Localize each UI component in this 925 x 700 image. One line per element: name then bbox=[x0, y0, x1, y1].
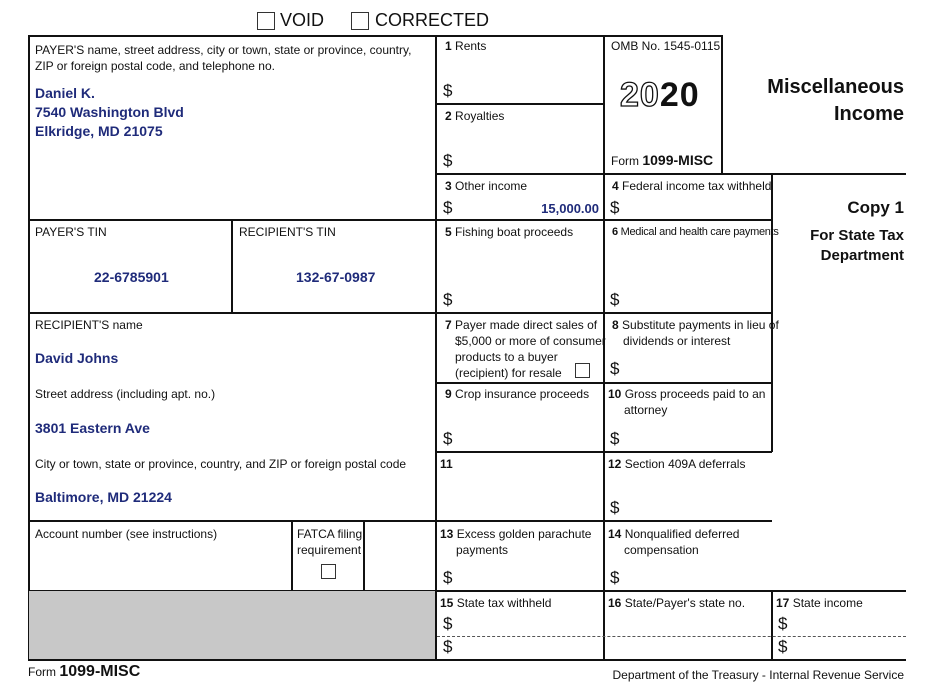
box5-number: 5 bbox=[445, 225, 452, 239]
box14-label-line1 bbox=[608, 526, 739, 542]
omb-form-name bbox=[611, 152, 713, 168]
box7-label-line4: (recipient) for resale bbox=[455, 366, 562, 380]
box7-checkbox[interactable] bbox=[575, 363, 590, 378]
box13-number: 13 bbox=[440, 527, 454, 541]
box7-text-line1: Payer made direct sales of bbox=[455, 318, 598, 332]
payer-tin-label: PAYER'S TIN bbox=[35, 225, 107, 239]
box9-dollar: $ bbox=[443, 429, 453, 448]
box17-label bbox=[776, 595, 863, 611]
box1-label bbox=[445, 38, 486, 54]
box13-label-line1 bbox=[440, 526, 591, 542]
box10-number: 10 bbox=[608, 387, 622, 401]
box12-text: Section 409A deferrals bbox=[624, 457, 746, 471]
recipient-tin-value: 132-67-0987 bbox=[296, 269, 376, 285]
omb-form-prefix: Form bbox=[611, 154, 639, 168]
box17-dollar-line2: $ bbox=[778, 637, 788, 656]
box6-dollar: $ bbox=[610, 290, 620, 309]
box9-row-bottom-line bbox=[436, 451, 772, 453]
footer-form-number: 1099-MISC bbox=[59, 663, 141, 680]
tin-bottom-line bbox=[28, 312, 436, 314]
account-number-label: Account number (see instructions) bbox=[35, 527, 218, 541]
tin-divider bbox=[231, 219, 233, 312]
box15-label bbox=[440, 595, 551, 611]
footer-department: Department of the Treasury - Internal Revenue Service bbox=[612, 668, 904, 682]
box6-label bbox=[612, 224, 779, 240]
box17-dollar-line1: $ bbox=[778, 614, 788, 633]
box2-dollar: $ bbox=[443, 151, 453, 170]
payer-tin-value: 22-6785901 bbox=[94, 269, 169, 285]
payer-label: PAYER'S name, street address, city or town, state or province, country, ZIP or foreign postal code, and telephone no. bbox=[35, 43, 412, 73]
box3-label bbox=[445, 178, 527, 194]
box9-label bbox=[445, 386, 589, 402]
recipient-tin-label: RECIPIENT'S TIN bbox=[239, 225, 336, 239]
box3-dollar: $ bbox=[443, 198, 453, 217]
box4-number: 4 bbox=[612, 179, 619, 193]
box7-number: 7 bbox=[445, 318, 452, 332]
copy-label: Copy 1 bbox=[847, 198, 904, 217]
fatca-checkbox[interactable] bbox=[321, 564, 336, 579]
tax-year-prefix: 20 bbox=[620, 76, 660, 114]
void-checkbox[interactable] bbox=[257, 12, 275, 30]
box1-bottom-line bbox=[436, 103, 604, 105]
box13-text-line1: Excess golden parachute bbox=[456, 527, 592, 541]
box12-dollar: $ bbox=[610, 498, 620, 517]
box3-value: 15,000.00 bbox=[541, 201, 599, 216]
payer-city: Elkridge, MD 21075 bbox=[35, 123, 163, 139]
recipient-bottom-line bbox=[28, 520, 436, 522]
corrected-checkbox[interactable] bbox=[351, 12, 369, 30]
box5-label bbox=[445, 224, 573, 240]
box11-number: 11 bbox=[440, 457, 453, 471]
box8-label-line2: dividends or interest bbox=[623, 334, 731, 348]
box5-text: Fishing boat proceeds bbox=[455, 225, 574, 239]
box15-number: 15 bbox=[440, 596, 454, 610]
omb-form-number: 1099-MISC bbox=[642, 152, 714, 168]
void-label: VOID bbox=[280, 10, 325, 30]
box8-number: 8 bbox=[612, 318, 619, 332]
box15-dollar-line1: $ bbox=[443, 614, 453, 633]
box7-label-line3: products to a buyer bbox=[455, 350, 558, 364]
box2-label bbox=[445, 108, 504, 124]
box10-label-line2: attorney bbox=[624, 403, 668, 417]
recipient-street: 3801 Eastern Ave bbox=[35, 420, 150, 436]
copy-sub-line1: For State Tax bbox=[810, 227, 904, 244]
box8-dollar: $ bbox=[610, 359, 620, 378]
box17-text: State income bbox=[792, 596, 863, 610]
state-row-separator bbox=[437, 636, 906, 637]
box4-text: Federal income tax withheld bbox=[622, 179, 772, 193]
box3-number: 3 bbox=[445, 179, 452, 193]
box2-number: 2 bbox=[445, 109, 452, 123]
fatca-left-line bbox=[291, 520, 293, 590]
box16-number: 16 bbox=[608, 596, 622, 610]
box1-number: 1 bbox=[445, 39, 452, 53]
box14-label-line2: compensation bbox=[624, 543, 699, 557]
tax-year-suffix: 20 bbox=[659, 76, 700, 114]
box1-dollar: $ bbox=[443, 81, 453, 100]
recipient-city-label: City or town, state or province, country, and ZIP or foreign postal code bbox=[35, 457, 407, 471]
form-title-line2: Income bbox=[833, 103, 904, 125]
box6-text: Medical and health care payments bbox=[620, 226, 779, 238]
box13-label-line2: payments bbox=[456, 543, 509, 557]
box8-label-line1 bbox=[612, 317, 779, 333]
form-bottom-border bbox=[28, 659, 906, 661]
box5-row-bottom-line bbox=[436, 312, 772, 314]
box10-label-line1 bbox=[608, 386, 765, 402]
box12-number: 12 bbox=[608, 457, 622, 471]
box5-dollar: $ bbox=[443, 290, 453, 309]
recipient-name-label: RECIPIENT'S name bbox=[35, 318, 143, 332]
box16-label bbox=[608, 595, 745, 611]
box3-row-bottom-line bbox=[436, 219, 772, 221]
recipient-street-label: Street address (including apt. no.) bbox=[35, 387, 216, 401]
box10-text-line1: Gross proceeds paid to an bbox=[624, 387, 766, 401]
box2-text: Royalties bbox=[455, 109, 505, 123]
box13-dollar: $ bbox=[443, 568, 453, 587]
fatca-label-line2: requirement bbox=[297, 543, 362, 557]
box14-number: 14 bbox=[608, 527, 622, 541]
form-left-border bbox=[28, 35, 30, 660]
box7-row-bottom-line bbox=[436, 382, 772, 384]
form-title-line1: Miscellaneous bbox=[767, 76, 904, 98]
box15-dollar-line2: $ bbox=[443, 637, 453, 656]
box9-text: Crop insurance proceeds bbox=[455, 387, 590, 401]
box4-dollar: $ bbox=[610, 198, 620, 217]
recipient-city: Baltimore, MD 21224 bbox=[35, 489, 172, 505]
divider-x436 bbox=[435, 35, 437, 660]
box7-label-line1 bbox=[445, 317, 597, 333]
box14-text-line1: Nonqualified deferred bbox=[624, 527, 740, 541]
footer-form-prefix: Form bbox=[28, 665, 56, 679]
payer-name: Daniel K. bbox=[35, 85, 95, 101]
box8-text-line1: Substitute payments in lieu of bbox=[622, 318, 779, 332]
recipient-name: David Johns bbox=[35, 350, 119, 366]
box9-number: 9 bbox=[445, 387, 452, 401]
box15-text: State tax withheld bbox=[456, 596, 552, 610]
box14-dollar: $ bbox=[610, 568, 620, 587]
box6-number: 6 bbox=[612, 226, 618, 238]
tax-year bbox=[620, 76, 700, 115]
box7-label-line2: $5,000 or more of consumer bbox=[455, 334, 606, 348]
box2-row-bottom-line bbox=[436, 173, 906, 175]
box3-text: Other income bbox=[455, 179, 528, 193]
divider-x772-bottom bbox=[771, 590, 773, 660]
box4-label bbox=[612, 178, 771, 194]
fatca-right-line bbox=[363, 520, 365, 590]
box12-label bbox=[608, 456, 745, 472]
box10-dollar: $ bbox=[610, 429, 620, 448]
payer-street: 7540 Washington Blvd bbox=[35, 104, 184, 120]
form-top-border bbox=[28, 35, 722, 37]
box1-text: Rents bbox=[455, 39, 487, 53]
box17-number: 17 bbox=[776, 596, 790, 610]
footer-form-name bbox=[28, 663, 140, 681]
fatca-label-line1: FATCA filing bbox=[297, 527, 363, 541]
box16-text: State/Payer's state no. bbox=[624, 596, 746, 610]
box11-row-bottom-line bbox=[436, 520, 772, 522]
omb-label: OMB No. 1545-0115 bbox=[611, 39, 721, 53]
corrected-label: CORRECTED bbox=[375, 10, 490, 30]
shaded-area bbox=[29, 591, 435, 659]
divider-x722 bbox=[721, 35, 723, 173]
copy-sub-line2: Department bbox=[820, 247, 904, 264]
